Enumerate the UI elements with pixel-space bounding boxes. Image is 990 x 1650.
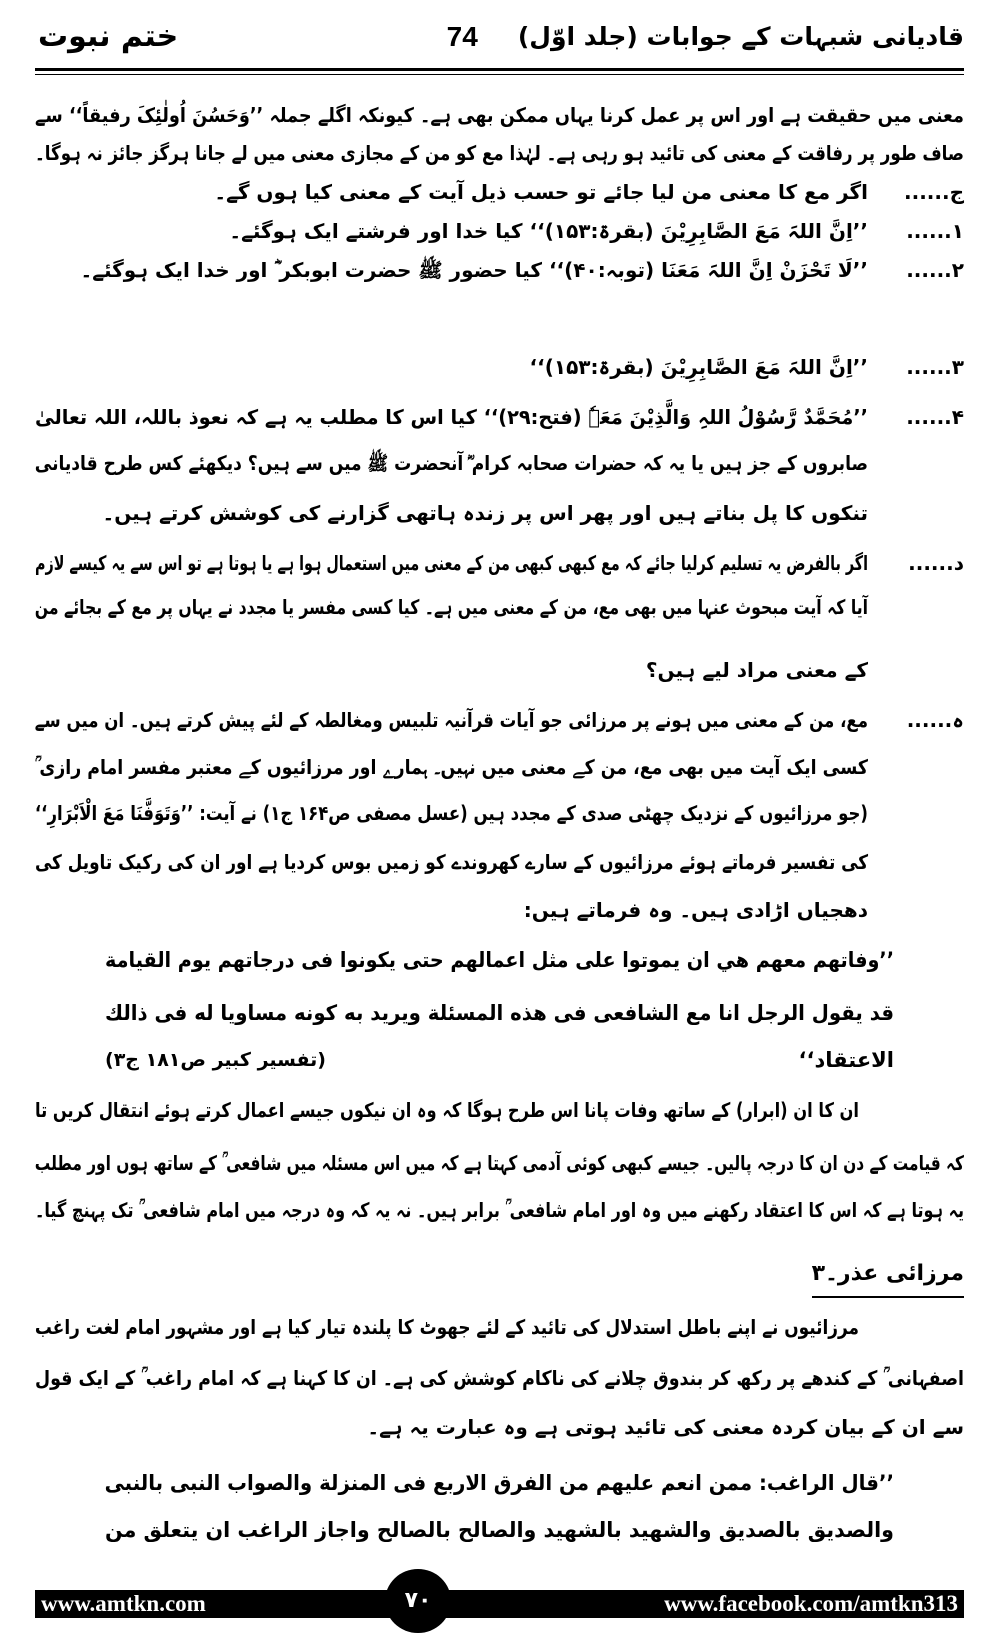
text-line: ’’لَا تَحْزَنْ اِنَّ اللہَ مَعَنَا (توبہ:۴۰)‘‘ کیا حضور ﷺ حضرت ابوبکر ؓ اور خدا ایک ہوگئے۔ bbox=[80, 258, 868, 282]
item-marker: ۴...... bbox=[906, 405, 964, 429]
footer-bar bbox=[35, 1590, 964, 1618]
text-line: صابروں کے جز ہیں یا یہ کہ حضرات صحابہ کرام ؓ آنحضرت ﷺ میں سے ہیں؟ دیکھئے کس طرح قادیانی bbox=[34, 451, 868, 475]
quote-reference: (تفسیر کبیر ص۱۸۱ ج۳) bbox=[105, 1049, 326, 1071]
text-line: کی تفسیر فرماتے ہوئے مرزائیوں کے سارے کھروندے کو زمیں بوس کردیا ہے اور ان کی رکیک تاویل کی bbox=[35, 850, 868, 874]
brand-title: ختم نبوت bbox=[38, 19, 179, 54]
text-line: یہ ہوتا ہے کہ اس کا اعتقاد رکھنے میں وہ اور امام شافعی ؒ برابر ہیں۔ نہ یہ کہ وہ درجہ میں امام شافعی ؒ تک پہنچ گیا۔ bbox=[35, 1198, 964, 1222]
text-line: (جو مرزائیوں کے نزدیک چھٹی صدی کے مجدد ہیں (عسل مصفی ص۱۶۴ ج۱) نے آیت: ’’وَتَوَفَّنَا مَعَ الْاَبْرَارِ‘‘ bbox=[34, 801, 868, 825]
text-line: آیا کہ آیت مبحوث عنہا میں بھی مع، من کے معنی میں ہے۔ کیا کسی مفسر یا مجدد نے یہاں پر مع کے بجائے من bbox=[34, 595, 868, 619]
text-line: اگر بالفرض یہ تسلیم کرلیا جائے کہ مع کبھی کبھی من کے معنی میں استعمال ہوا ہے یا ہوتا ہے تو اس سے یہ کیسے لازم bbox=[35, 551, 868, 575]
text-line: مع، من کے معنی میں ہونے پر مرزائی جو آیات قرآنیہ تلبیس ومغالطہ کے لئے پیش کرتے ہیں۔ ان میں سے bbox=[34, 708, 869, 732]
page-number-badge: ۷۰ bbox=[385, 1569, 451, 1633]
header-rule-thick bbox=[35, 68, 964, 71]
text-line: تنکوں کا پل بناتے ہیں اور پھر اس پر زندہ ہاتھی گزارنے کی کوشش کرتے ہیں۔ bbox=[102, 501, 868, 525]
arabic-quote-line: ’’قال الراغب: ممن انعم عليهم من الفرق الاربع فى المنزلة والصواب النبى بالنبى bbox=[104, 1471, 895, 1495]
text-line: اگر مع کا معنی من لیا جائے تو حسب ذیل آیت کے معنی کیا ہوں گے۔ bbox=[214, 180, 868, 204]
text-line: ’’اِنَّ اللہَ مَعَ الصَّابِرِیْنَ (بقرۃ:۱۵۳)‘‘ کیا خدا اور فرشتے ایک ہوگئے۔ bbox=[229, 219, 868, 243]
item-marker: ۳...... bbox=[906, 355, 964, 379]
arabic-quote-line: ’’وفاتهم معهم هي ان يموتوا على مثل اعمالهم حتى يكونوا فى درجاتهم يوم القيامة bbox=[104, 948, 895, 972]
header-rule-thin bbox=[35, 74, 964, 75]
item-marker: د...... bbox=[908, 551, 964, 575]
arabic-quote-line: قد يقول الرجل انا مع الشافعى فى هذه المسئلة ويريد به كونه مساويا له فى ذالك bbox=[105, 1001, 894, 1025]
arabic-quote-line: والصديق بالصديق والشهيد بالشهيد والصالح بالصالح واجاز الراغب ان يتعلق من bbox=[105, 1518, 894, 1542]
text-line: دھجیاں اڑادی ہیں۔ وہ فرماتے ہیں: bbox=[523, 898, 868, 922]
item-marker: ۱...... bbox=[906, 219, 964, 243]
page-number-top: 74 bbox=[446, 21, 478, 52]
text-line: کہ قیامت کے دن ان کا درجہ پالیں۔ جیسے کبھی کوئی آدمی کہتا ہے کہ میں اس مسئلہ میں شافعی ؒ کے ساتھ ہوں اور مطلب bbox=[34, 1151, 965, 1175]
text-line: ’’اِنَّ اللہَ مَعَ الصَّابِرِیْنَ (بقرۃ:۱۵۳)‘‘ bbox=[529, 355, 868, 379]
text-line: مرزائیوں نے اپنے باطل استدلال کی تائید کے لئے جھوٹ کا پلندہ تیار کیا ہے اور مشہور امام لغت راغب bbox=[34, 1315, 859, 1339]
text-line: اصفہانی ؒ کے کندھے پر رکھ کر بندوق چلانے کی ناکام کوشش کی ہے۔ ان کا کہنا ہے کہ امام راغب ؒ کے ایک قول bbox=[35, 1366, 964, 1390]
text-line: کسی ایک آیت میں بھی مع، من کے معنی میں نہیں۔ ہمارے اور مرزائیوں کے معتبر مفسر امام رازی ؒ bbox=[35, 755, 868, 779]
item-marker: ج...... bbox=[904, 180, 964, 204]
item-marker: ہ...... bbox=[906, 708, 964, 732]
text-line: صاف طور پر رفاقت کے معنی کی تائید ہو رہی ہے۔ لہٰذا مع کو من کے مجازی معنی میں لے جانا ہرگز جائز نہ ہوگا۔ bbox=[35, 141, 964, 165]
text-line: ان کا ان (ابرار) کے ساتھ وفات پانا اس طرح ہوگا کہ وہ ان نیکوں جیسے اعمال کرتے ہوئے انتقال کریں تا bbox=[35, 1098, 859, 1122]
text-line: معنی میں حقیقت ہے اور اس پر عمل کرنا یہاں ممکن بھی ہے۔ کیونکہ اگلے جملہ ’’وَحَسُنَ اُولٰئِکَ رفیقاً‘‘ سے bbox=[35, 103, 964, 127]
page-header bbox=[38, 14, 964, 60]
text-line: سے ان کے بیان کردہ معنی کی تائید ہوتی ہے وہ عبارت یہ ہے۔ bbox=[367, 1415, 964, 1439]
arabic-quote-line: الاعتقاد‘‘ bbox=[798, 1048, 894, 1072]
item-marker: ۲...... bbox=[906, 258, 964, 282]
facebook-link[interactable]: www.facebook.com/amtkn313 bbox=[664, 1591, 958, 1616]
website-link[interactable]: www.amtkn.com bbox=[41, 1591, 206, 1616]
text-line: ’’مُحَمَّدٌ رَّسُوْلُ اللہِ وَالَّذِیْنَ مَعَہٗ (فتح:۲۹)‘‘ کیا اس کا مطلب یہ ہے کہ نعوذ باللہ، اللہ تعالیٰ bbox=[35, 405, 868, 429]
text-line: کے معنی مراد لیے ہیں؟ bbox=[645, 658, 868, 682]
book-title: قادیانی شبہات کے جوابات (جلد اوّل) bbox=[517, 22, 964, 51]
section-heading: مرزائی عذر۔۳ bbox=[812, 1252, 964, 1298]
